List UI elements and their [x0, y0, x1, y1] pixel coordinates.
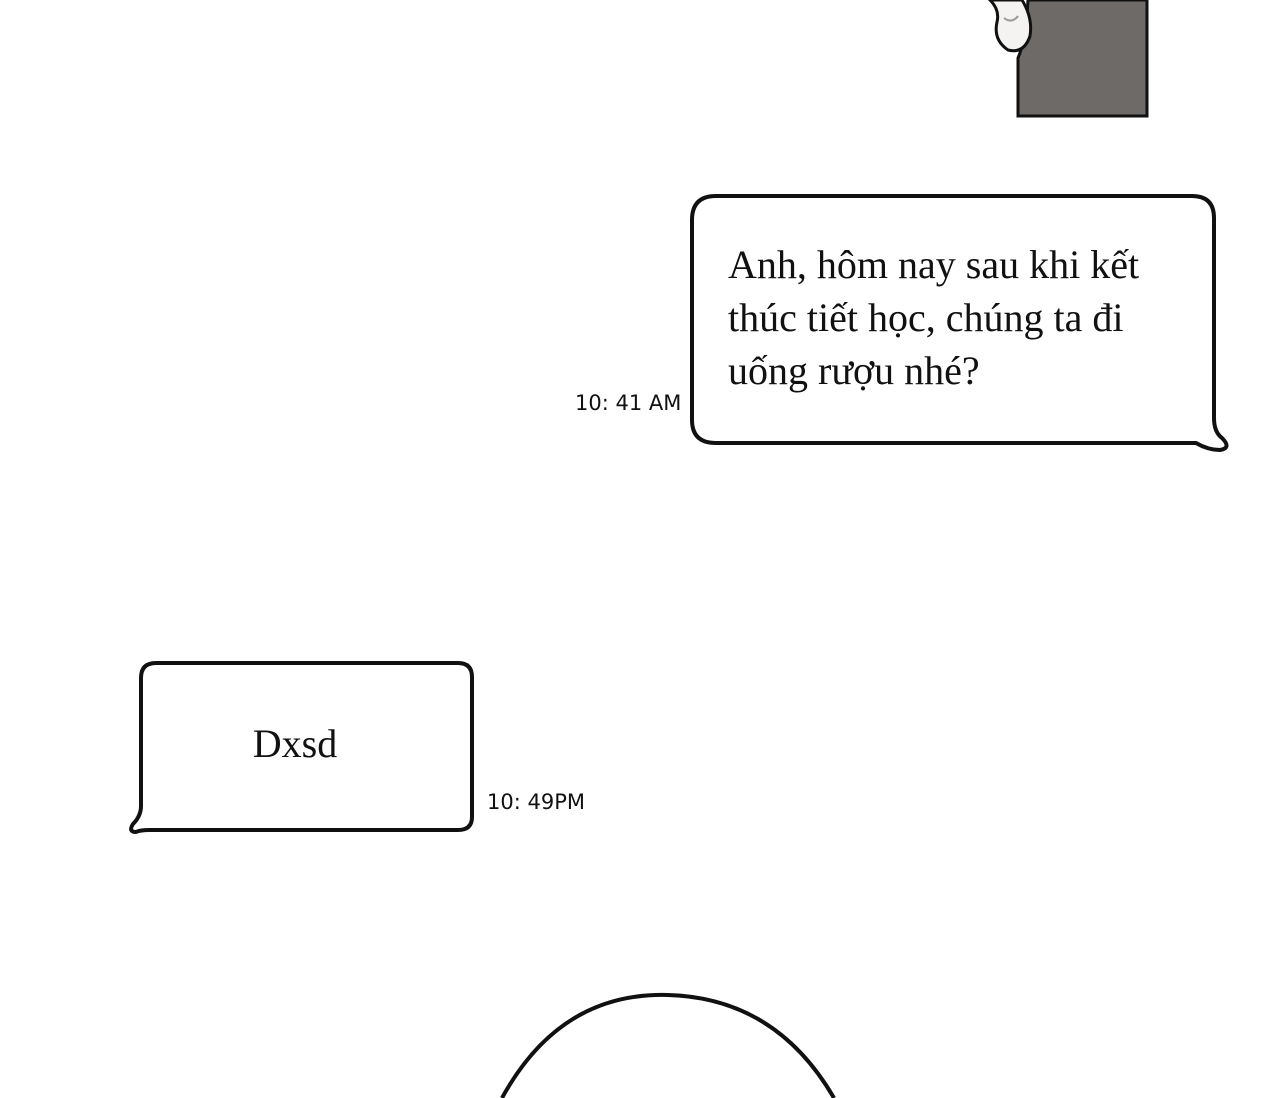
outgoing-message-text	[728, 238, 1198, 397]
character-fragment-illustration	[990, 0, 1147, 116]
outgoing-message-timestamp: 10: 41 AM	[575, 391, 682, 415]
outgoing-message-line: thúc tiết học, chúng ta đi	[728, 295, 1124, 340]
outgoing-message-line: Anh, hôm nay sau khi kết	[728, 242, 1140, 287]
character-body-shape	[1018, 0, 1147, 116]
character-hand-shape	[990, 0, 1031, 51]
incoming-message-text: Dxsd	[252, 721, 338, 766]
outgoing-message-line: uống rượu nhé?	[728, 348, 980, 393]
incoming-message-timestamp: 10: 49PM	[487, 790, 585, 814]
partial-circle-shape	[502, 995, 834, 1098]
